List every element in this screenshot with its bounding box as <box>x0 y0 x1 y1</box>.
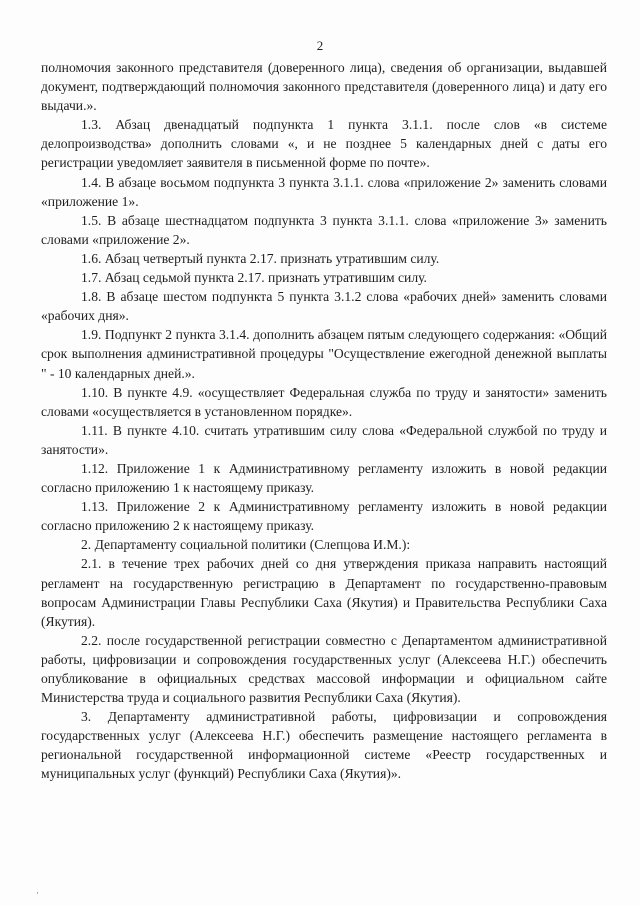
paragraph-1-11: 1.11. В пункте 4.10. считать утратившим силу слова «Федеральной службой по труду и занятости». <box>41 422 607 457</box>
scan-speck: · <box>36 888 39 898</box>
document-body <box>41 58 607 784</box>
paragraph-1-9: 1.9. Подпункт 2 пункта 3.1.4. дополнить абзацем пятым следующего содержания: «Общий срок выполнения административной процедуры "Осуществление ежегодной денежной выплаты " - 10 календарных дней.». <box>41 327 607 381</box>
paragraph-continuation: полномочия законного представителя (доверенного лица), сведения об организации, выдавшей документ, подтверждающий полномочия законного представителя (доверенного лица) и дату его выдачи.». <box>41 60 607 114</box>
paragraph-1-8: 1.8. В абзаце шестом подпункта 5 пункта 3.1.2 слова «рабочих дней» заменить словами «рабочих дня». <box>41 289 607 324</box>
paragraph-2-2: 2.2. после государственной регистрации совместно с Департаментом административной работы, цифровизации и сопровождения государственных услуг (Алексеева Н.Г.) обеспечить опубликование в официальных средствах массовой информации и официальном сайте Министерства труда и социального развития Республики Саха (Якутия). <box>41 632 607 706</box>
paragraph-1-6: 1.6. Абзац четвертый пункта 2.17. признать утратившим силу. <box>81 250 440 266</box>
paragraph-1-4: 1.4. В абзаце восьмом подпункта 3 пункта 3.1.1. слова «приложение 2» заменить словами «приложение 1». <box>41 174 607 209</box>
page-number: 2 <box>316 38 324 53</box>
paragraph-1-10: 1.10. В пункте 4.9. «осуществляет Федеральная служба по труду и занятости» заменить словами «осуществляется в установленном порядке». <box>41 384 607 419</box>
paragraph-1-3: 1.3. Абзац двенадцатый подпункта 1 пункта 3.1.1. после слов «в системе делопроизводства» дополнить словами «, и не позднее 5 календарных дней с даты его регистрации уведомляет заявителя в письменной форме по почте». <box>41 117 607 171</box>
paragraph-1-12: 1.12. Приложение 1 к Административному регламенту изложить в новой редакции согласно приложению 1 к настоящему приказу. <box>41 460 607 496</box>
paragraph-1-13: 1.13. Приложение 2 к Административному регламенту изложить в новой редакции согласно приложению 2 к настоящему приказу. <box>41 499 607 534</box>
paragraph-1-7: 1.7. Абзац седьмой пункта 2.17. признать утратившим силу. <box>81 270 427 286</box>
paragraph-1-5: 1.5. В абзаце шестнадцатом подпункта 3 пункта 3.1.1. слова «приложение 3» заменить словами «приложение 2». <box>41 212 607 247</box>
paragraph-3: 3. Департаменту административной работы, цифровизации и сопровождения государственных услуг (Алексеева Н.Г.) обеспечить размещение настоящего регламента в региональной государственной информационной системе «Реестр государственных и муниципальных услуг (функций) Республики Саха (Якутия)». <box>41 709 607 782</box>
paragraph-2-1: 2.1. в течение трех рабочих дней со дня утверждения приказа направить настоящий регламент на государственную регистрацию в Департамент по государственно-правовым вопросам Администрации Главы Республики Саха (Якутия) и Правительства Республики Саха (Якутия). <box>41 556 607 629</box>
paragraph-2: 2. Департаменту социальной политики (Слепцова И.М.): <box>81 537 411 553</box>
